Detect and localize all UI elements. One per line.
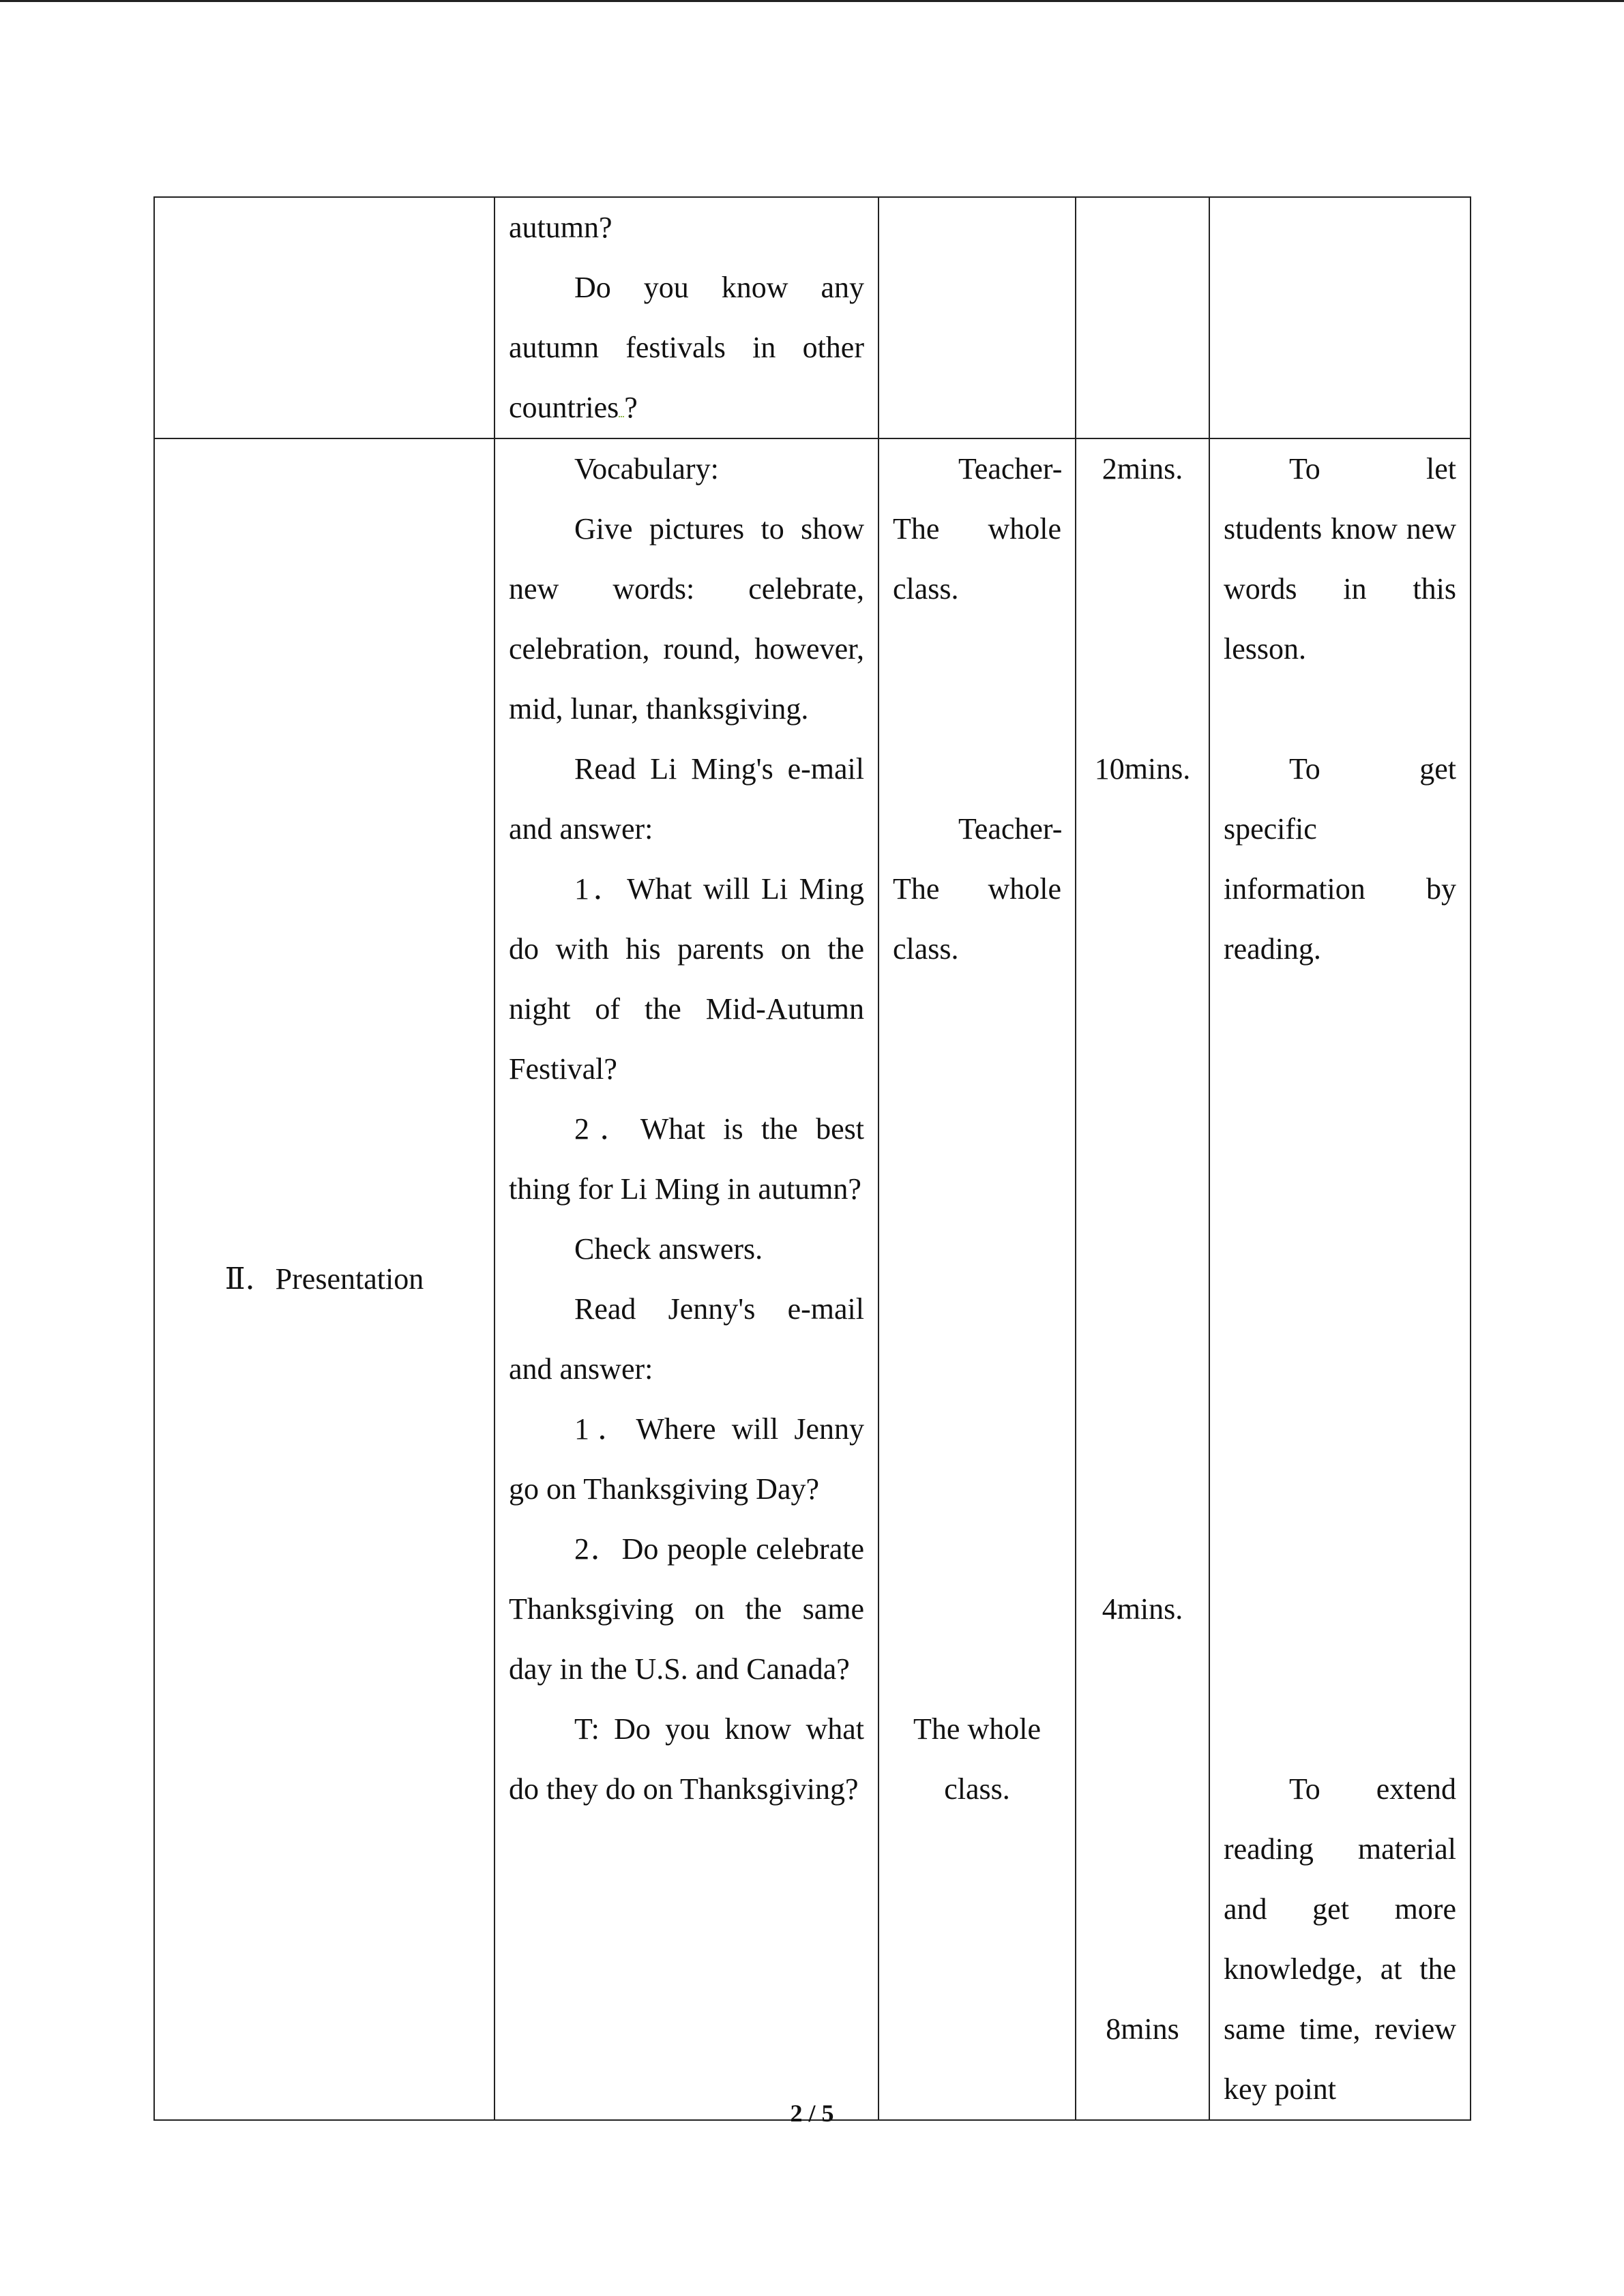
activity-line: 1．What will Li Ming do with his parents on the night of the Mid-Autumn Festival? [509,872,864,1086]
purpose-cell [1209,438,1471,2120]
activity-line: 2．What is the best thing for Li Ming in autumn? [509,1112,864,1206]
stage-label: Ⅱ．Presentation [224,1262,424,1296]
page-number: 2 / 5 [790,2100,834,2127]
activity-line: Check answers. [574,1232,763,1266]
stage-cell [154,438,494,2120]
activity-line: 2．Do people celebrate Thanksgiving on the same day in the U.S. and Canada? [509,1532,864,1686]
activity-line: autumn? [509,211,612,244]
table-row [154,197,1471,438]
activity-line: Read Li Ming's e-mail and answer: [509,752,864,846]
mode-text: The whole class. [913,1712,1041,1806]
activity-line: Vocabulary: [574,452,719,486]
time-value: 8mins [1106,2012,1179,2046]
purpose-text: To extend reading material and get more knowledge, at the same time, review key point [1224,1772,1456,2106]
time-cell [1076,438,1209,2120]
purpose-text: To let students know new words in this lesson. [1224,452,1456,666]
activity-cell [494,197,879,438]
time-value: 4mins. [1102,1592,1183,1626]
mode-text: Teacher-The whole class. [893,452,1063,606]
table-row [154,438,1471,2120]
mode-text: Teacher-The whole class. [893,812,1063,966]
mode-cell [879,438,1076,2120]
activity-line: Do you know any autumn festivals in other countries ? [509,271,864,424]
activity-line: Read Jenny's e-mail and answer: [509,1292,864,1386]
lesson-plan-table [153,196,1471,2121]
activity-line: 1．Where will Jenny go on Thanksgiving Day? [509,1412,864,1506]
top-rule [0,0,1624,2]
time-cell [1076,197,1209,438]
activity-line: T: Do you know what do they do on Thanksgiving? [509,1712,864,1806]
activity-cell [494,438,879,2120]
activity-line: Give pictures to show new words: celebrate, celebration, round, however, mid, lunar, thanksgiving. [509,512,864,726]
purpose-cell [1209,197,1471,438]
mode-cell [879,197,1076,438]
time-value: 10mins. [1094,752,1191,786]
purpose-text: To get specific information by reading. [1224,752,1456,966]
stage-cell [154,197,494,438]
time-value: 2mins. [1102,452,1183,486]
